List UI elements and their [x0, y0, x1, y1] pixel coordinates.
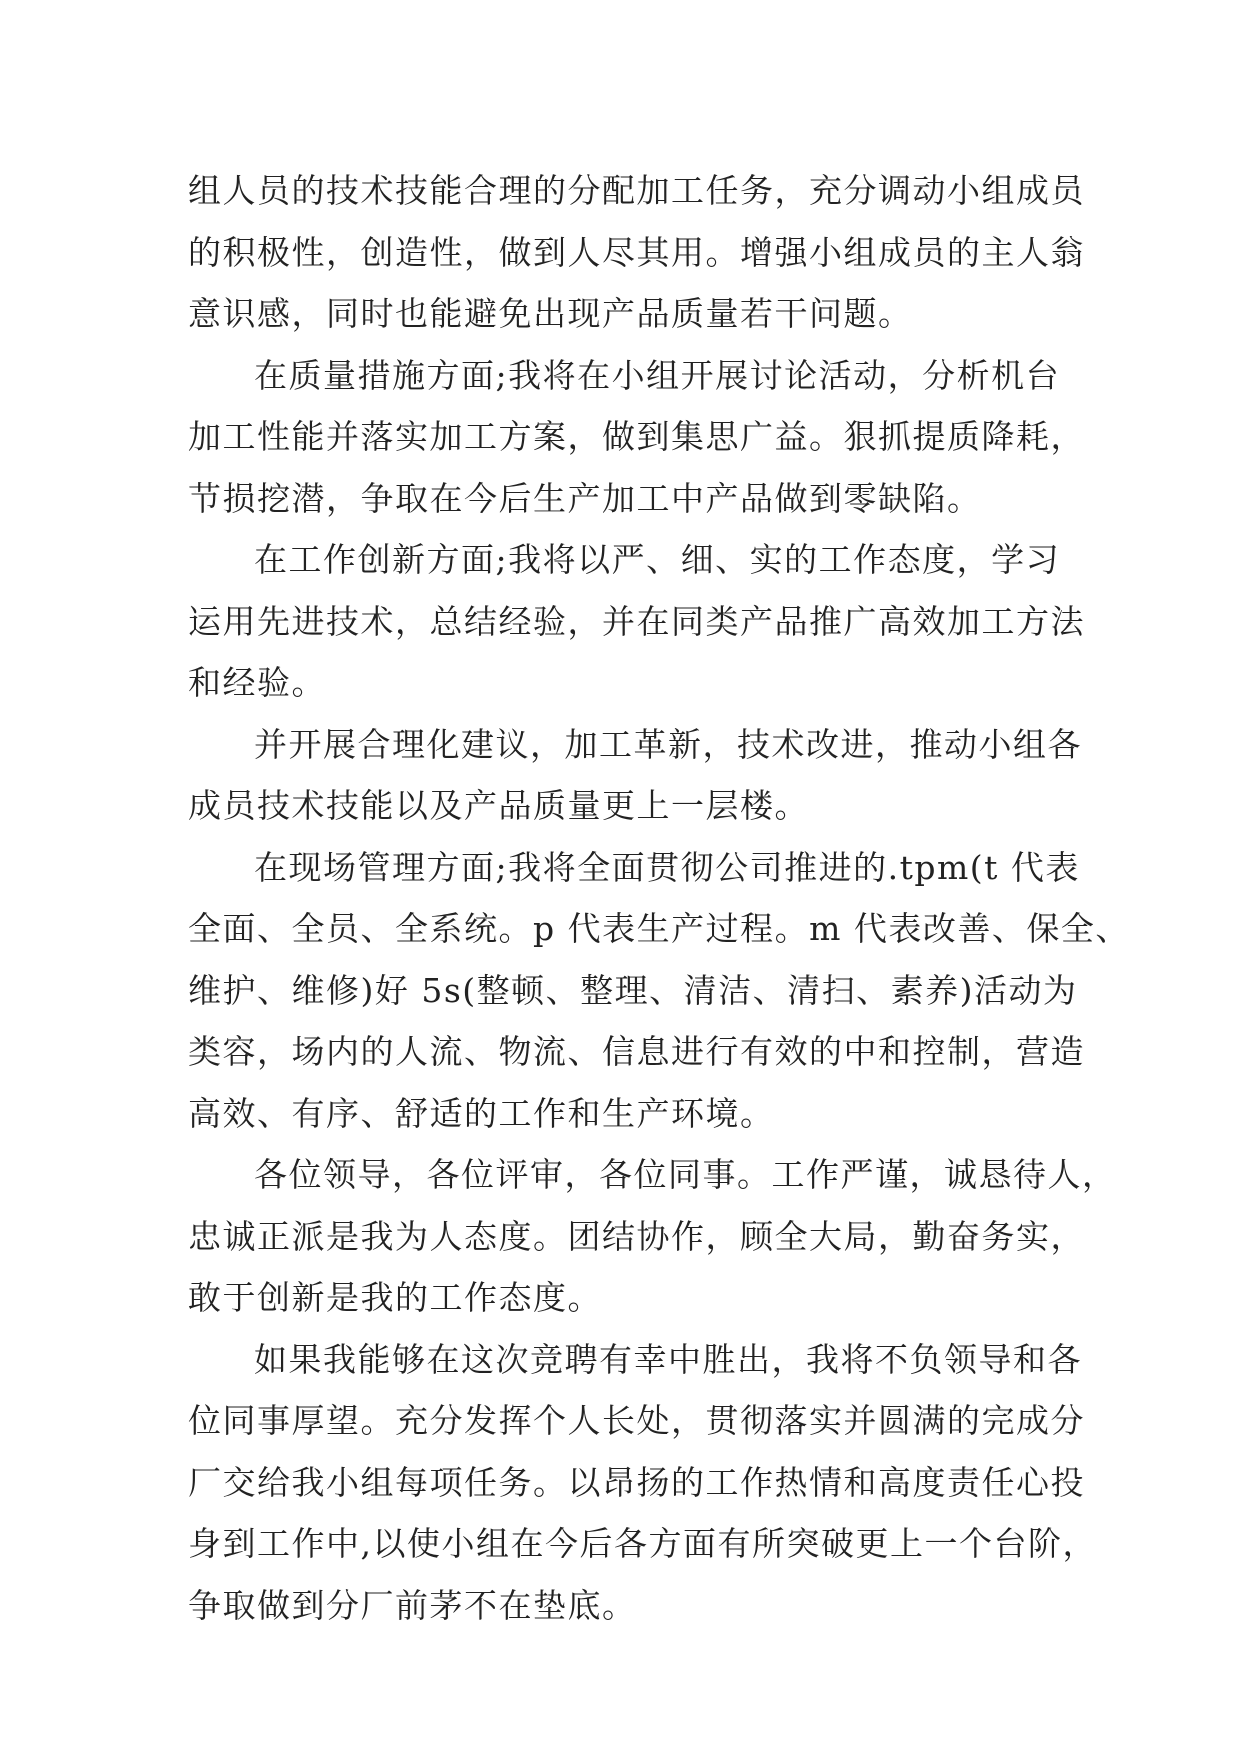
paragraph-first-line: 在工作创新方面;我将以严、细、实的工作态度，学习 — [254, 540, 1061, 579]
text-line: 成员技术技能以及产品质量更上一层楼。 — [188, 786, 809, 825]
text-line: 类容，场内的人流、物流、信息进行有效的中和控制，营造 — [188, 1032, 1085, 1071]
text-line: 争取做到分厂前茅不在垫底。 — [188, 1585, 637, 1625]
text-line: 加工性能并落实加工方案，做到集思广益。狠抓提质降耗， — [188, 417, 1085, 456]
text-line: 忠诚正派是我为人态度。团结协作，顾全大局，勤奋务实， — [188, 1216, 1085, 1256]
text-line: 和经验。 — [188, 663, 326, 702]
paragraph-first-line: 在质量措施方面;我将在小组开展讨论活动，分析机台 — [254, 355, 1061, 395]
text-line: 运用先进技术，总结经验，并在同类产品推广高效加工方法 — [188, 601, 1085, 641]
text-line: 意识感，同时也能避免出现产品质量若干问题。 — [188, 294, 913, 333]
text-line: 节损挖潜，争取在今后生产加工中产品做到零缺陷。 — [188, 478, 982, 518]
text-line: 厂交给我小组每项任务。以昂扬的工作热情和高度责任心投 — [188, 1462, 1085, 1502]
paragraph-first-line: 在现场管理方面;我将全面贯彻公司推进的.tpm(t 代表 — [254, 847, 1080, 887]
paragraph-first-line: 如果我能够在这次竞聘有幸中胜出，我将不负领导和各 — [254, 1339, 1082, 1379]
text-line: 身到工作中,以使小组在今后各方面有所突破更上一个台阶， — [188, 1524, 1097, 1563]
text-line: 全面、全员、全系统。p 代表生产过程。m 代表改善、保全、 — [188, 909, 1130, 948]
paragraph-first-line: 并开展合理化建议，加工革新，技术改进，推动小组各 — [254, 724, 1082, 764]
paragraph-first-line: 各位领导，各位评审，各位同事。工作严谨，诚恳待人， — [254, 1155, 1117, 1194]
text-line: 高效、有序、舒适的工作和生产环境。 — [188, 1093, 775, 1133]
text-line: 位同事厚望。充分发挥个人长处，贯彻落实并圆满的完成分 — [188, 1401, 1085, 1440]
text-line: 组人员的技术技能合理的分配加工任务，充分调动小组成员 — [188, 171, 1085, 210]
body-text — [188, 160, 1130, 1636]
text-line: 敢于创新是我的工作态度。 — [188, 1278, 602, 1317]
text-line: 维护、维修)好 5s(整顿、整理、清洁、清扫、素养)活动为 — [188, 970, 1078, 1010]
text-line: 的积极性，创造性，做到人尽其用。增强小组成员的主人翁 — [188, 232, 1085, 272]
